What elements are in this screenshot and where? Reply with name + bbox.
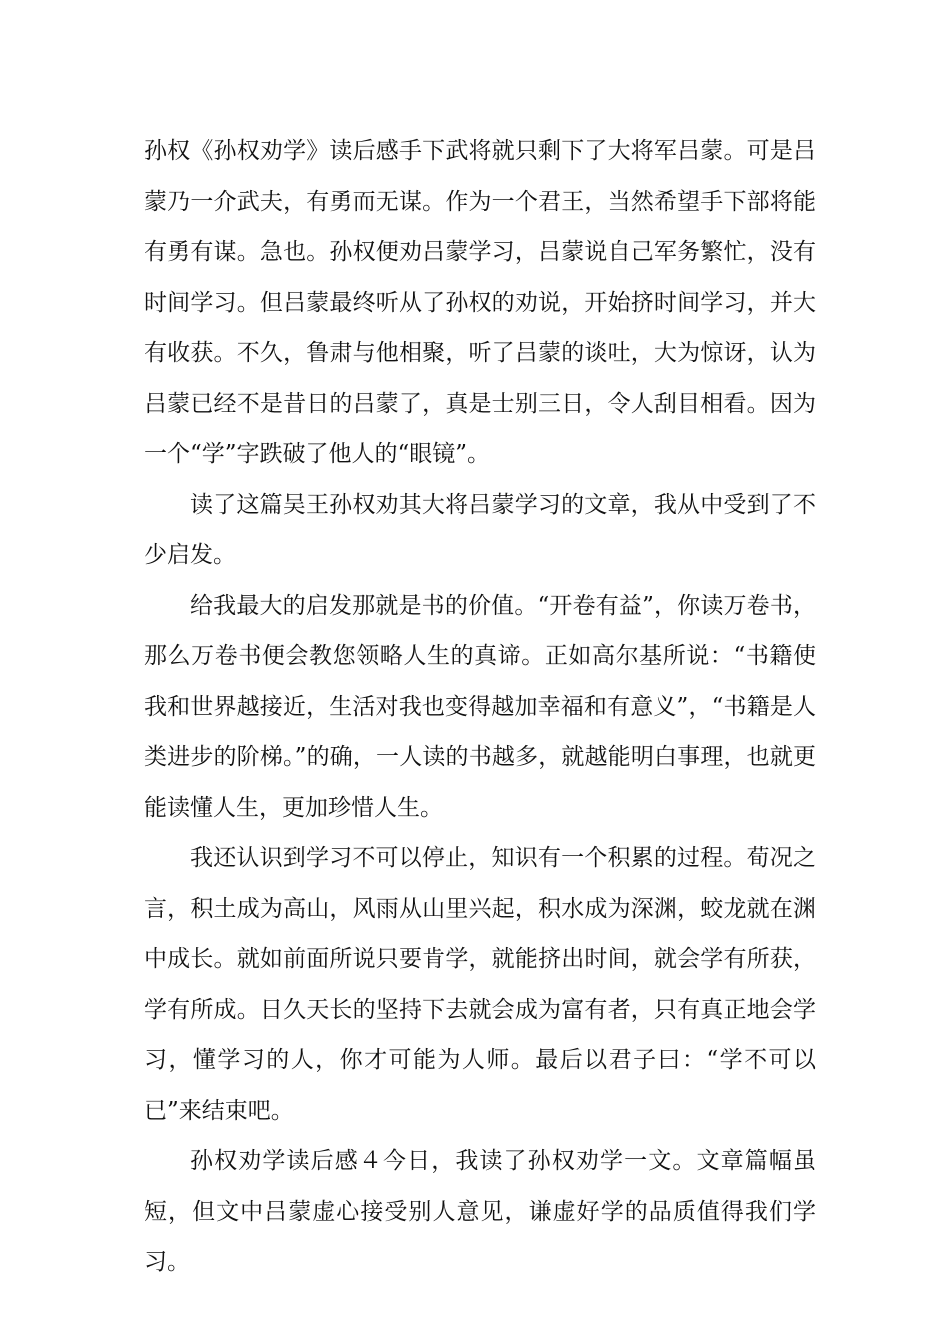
paragraph-inspiration: 读了这篇吴王孙权劝其大将吕蒙学习的文章，我从中受到了不少启发。	[144, 491, 816, 568]
paragraph-intro: 孙权《孙权劝学》读后感手下武将就只剩下了大将军吕蒙。可是吕蒙乃一介武夫，有勇而无谋。作为一个君王，当然希望手下部将能有勇有谋。急也。孙权便劝吕蒙学习，吕蒙说自己军务繁忙，没有时间学习。但吕蒙最终听从了孙权的劝说，开始挤时间学习，并大有收获。不久，鲁肃与他相聚，听了吕蒙的谈吐，大为惊讶，认为吕蒙已经不是昔日的吕蒙了，真是士别三日，令人刮目相看。因为一个“学”字跌破了他人的“眼镜”。	[144, 138, 816, 467]
paragraph-continuous-learning: 我还认识到学习不可以停止，知识有一个积累的过程。荀况之言，积土成为高山，风雨从山里兴起，积水成为深渊，蛟龙就在渊中成长。就如前面所说只要肯学，就能挤出时间，就会学有所获，学有所成。日久天长的坚持下去就会成为富有者，只有真正地会学习，懂学习的人，你才可能为人师。最后以君子曰：“学不可以已”来结束吧。	[144, 845, 816, 1124]
document-body	[144, 126, 816, 1288]
paragraph-value-of-books: 给我最大的启发那就是书的价值。“开卷有益”，你读万卷书，那么万卷书便会教您领略人生的真谛。正如高尔基所说：“书籍使我和世界越接近，生活对我也变得越加幸福和有意义”，“书籍是人类进步的阶梯。”的确，一人读的书越多，就越能明白事理，也就更能读懂人生，更加珍惜人生。	[144, 592, 816, 821]
paragraph-essay-4: 孙权劝学读后感４今日，我读了孙权劝学一文。文章篇幅虽短，但文中吕蒙虚心接受别人意见，谦虚好学的品质值得我们学习。	[144, 1148, 816, 1275]
